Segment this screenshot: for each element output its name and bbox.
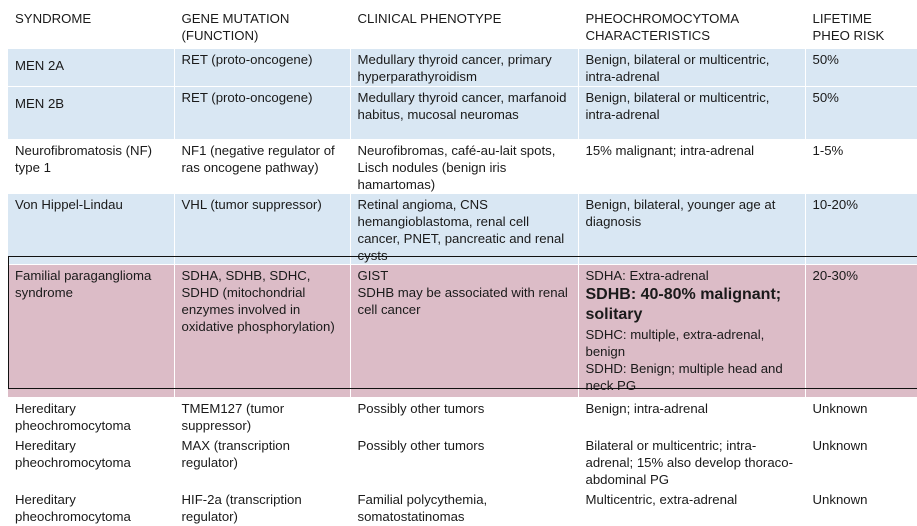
- phenotype-cell: Neurofibromas, café-au-lait spots, Lisch nodules (benign iris hamartomas): [350, 140, 578, 194]
- phenotype-line: GIST: [357, 268, 389, 283]
- header-gene-mutation: GENE MUTATION (FUNCTION): [174, 8, 350, 49]
- pheo-cell: Bilateral or multicentric; intra-adrenal; 15% also develop thoraco-abdominal PG: [578, 435, 805, 489]
- syndrome-cell: Neurofibromatosis (NF) type 1: [8, 140, 174, 194]
- syndrome-cell: Hereditary pheochromocytoma: [8, 489, 174, 526]
- risk-cell: 10-20%: [805, 194, 917, 265]
- table-row: [8, 398, 917, 435]
- pheo-line-sdhc: SDHC: multiple, extra-adrenal, benign: [585, 327, 765, 359]
- phenotype-cell: [350, 265, 578, 398]
- risk-cell: 20-30%: [805, 265, 917, 398]
- pheo-line-sdhb: SDHB: 40-80% malignant; solitary: [585, 286, 782, 323]
- table-row-highlighted: [8, 265, 917, 398]
- syndrome-cell: Familial paraganglioma syndrome: [8, 265, 174, 398]
- phenotype-cell: Possibly other tumors: [350, 435, 578, 489]
- pheo-cell: Benign, bilateral, younger age at diagnosis: [578, 194, 805, 265]
- phenotype-line: SDHB may be associated with renal cell cancer: [357, 285, 568, 317]
- header-syndrome: SYNDROME: [8, 8, 174, 49]
- table-row: [8, 87, 917, 140]
- phenotype-cell: Medullary thyroid cancer, primary hyperparathyroidism: [350, 49, 578, 87]
- syndrome-cell: Hereditary pheochromocytoma: [8, 435, 174, 489]
- table-row: [8, 435, 917, 489]
- phenotype-cell: Retinal angioma, CNS hemangioblastoma, renal cell cancer, PNET, pancreatic and renal cysts: [350, 194, 578, 265]
- phenotype-cell: Possibly other tumors: [350, 398, 578, 435]
- header-lifetime-risk: LIFETIME PHEO RISK: [805, 8, 917, 49]
- gene-cell: TMEM127 (tumor suppressor): [174, 398, 350, 435]
- risk-cell: 50%: [805, 49, 917, 87]
- gene-cell: HIF-2a (transcription regulator): [174, 489, 350, 526]
- pheo-line-sdhd: SDHD: Benign; multiple head and neck PG: [585, 361, 783, 393]
- pheo-cell: Multicentric, extra-adrenal: [578, 489, 805, 526]
- table-row: [8, 194, 917, 265]
- gene-cell: RET (proto-oncogene): [174, 87, 350, 140]
- risk-cell: Unknown: [805, 398, 917, 435]
- pheo-cell: Benign; intra-adrenal: [578, 398, 805, 435]
- phenotype-cell: Familial polycythemia, somatostatinomas: [350, 489, 578, 526]
- syndrome-cell: Hereditary pheochromocytoma: [8, 398, 174, 435]
- syndrome-cell: MEN 2A: [8, 49, 174, 87]
- syndrome-cell: Von Hippel-Lindau: [8, 194, 174, 265]
- pheo-cell: Benign, bilateral or multicentric, intra-adrenal: [578, 49, 805, 87]
- syndrome-table: [8, 8, 917, 526]
- risk-cell: Unknown: [805, 489, 917, 526]
- table-row: [8, 140, 917, 194]
- pheo-line-sdha: SDHA: Extra-adrenal: [585, 268, 709, 283]
- header-pheo-characteristics: PHEOCHROMOCYTOMA CHARACTERISTICS: [578, 8, 805, 49]
- gene-cell: RET (proto-oncogene): [174, 49, 350, 87]
- pheo-cell: 15% malignant; intra-adrenal: [578, 140, 805, 194]
- gene-cell: VHL (tumor suppressor): [174, 194, 350, 265]
- phenotype-cell: Medullary thyroid cancer, marfanoid habitus, mucosal neuromas: [350, 87, 578, 140]
- risk-cell: 1-5%: [805, 140, 917, 194]
- syndrome-cell: MEN 2B: [8, 87, 174, 140]
- pheo-cell: [578, 265, 805, 398]
- risk-cell: 50%: [805, 87, 917, 140]
- gene-cell: NF1 (negative regulator of ras oncogene pathway): [174, 140, 350, 194]
- gene-cell: MAX (transcription regulator): [174, 435, 350, 489]
- gene-cell: SDHA, SDHB, SDHC, SDHD (mitochondrial enzymes involved in oxidative phosphorylation): [174, 265, 350, 398]
- table-row: [8, 49, 917, 87]
- table-row: [8, 489, 917, 526]
- table-header-row: [8, 8, 917, 49]
- pheo-cell: Benign, bilateral or multicentric, intra-adrenal: [578, 87, 805, 140]
- header-clinical-phenotype: CLINICAL PHENOTYPE: [350, 8, 578, 49]
- risk-cell: Unknown: [805, 435, 917, 489]
